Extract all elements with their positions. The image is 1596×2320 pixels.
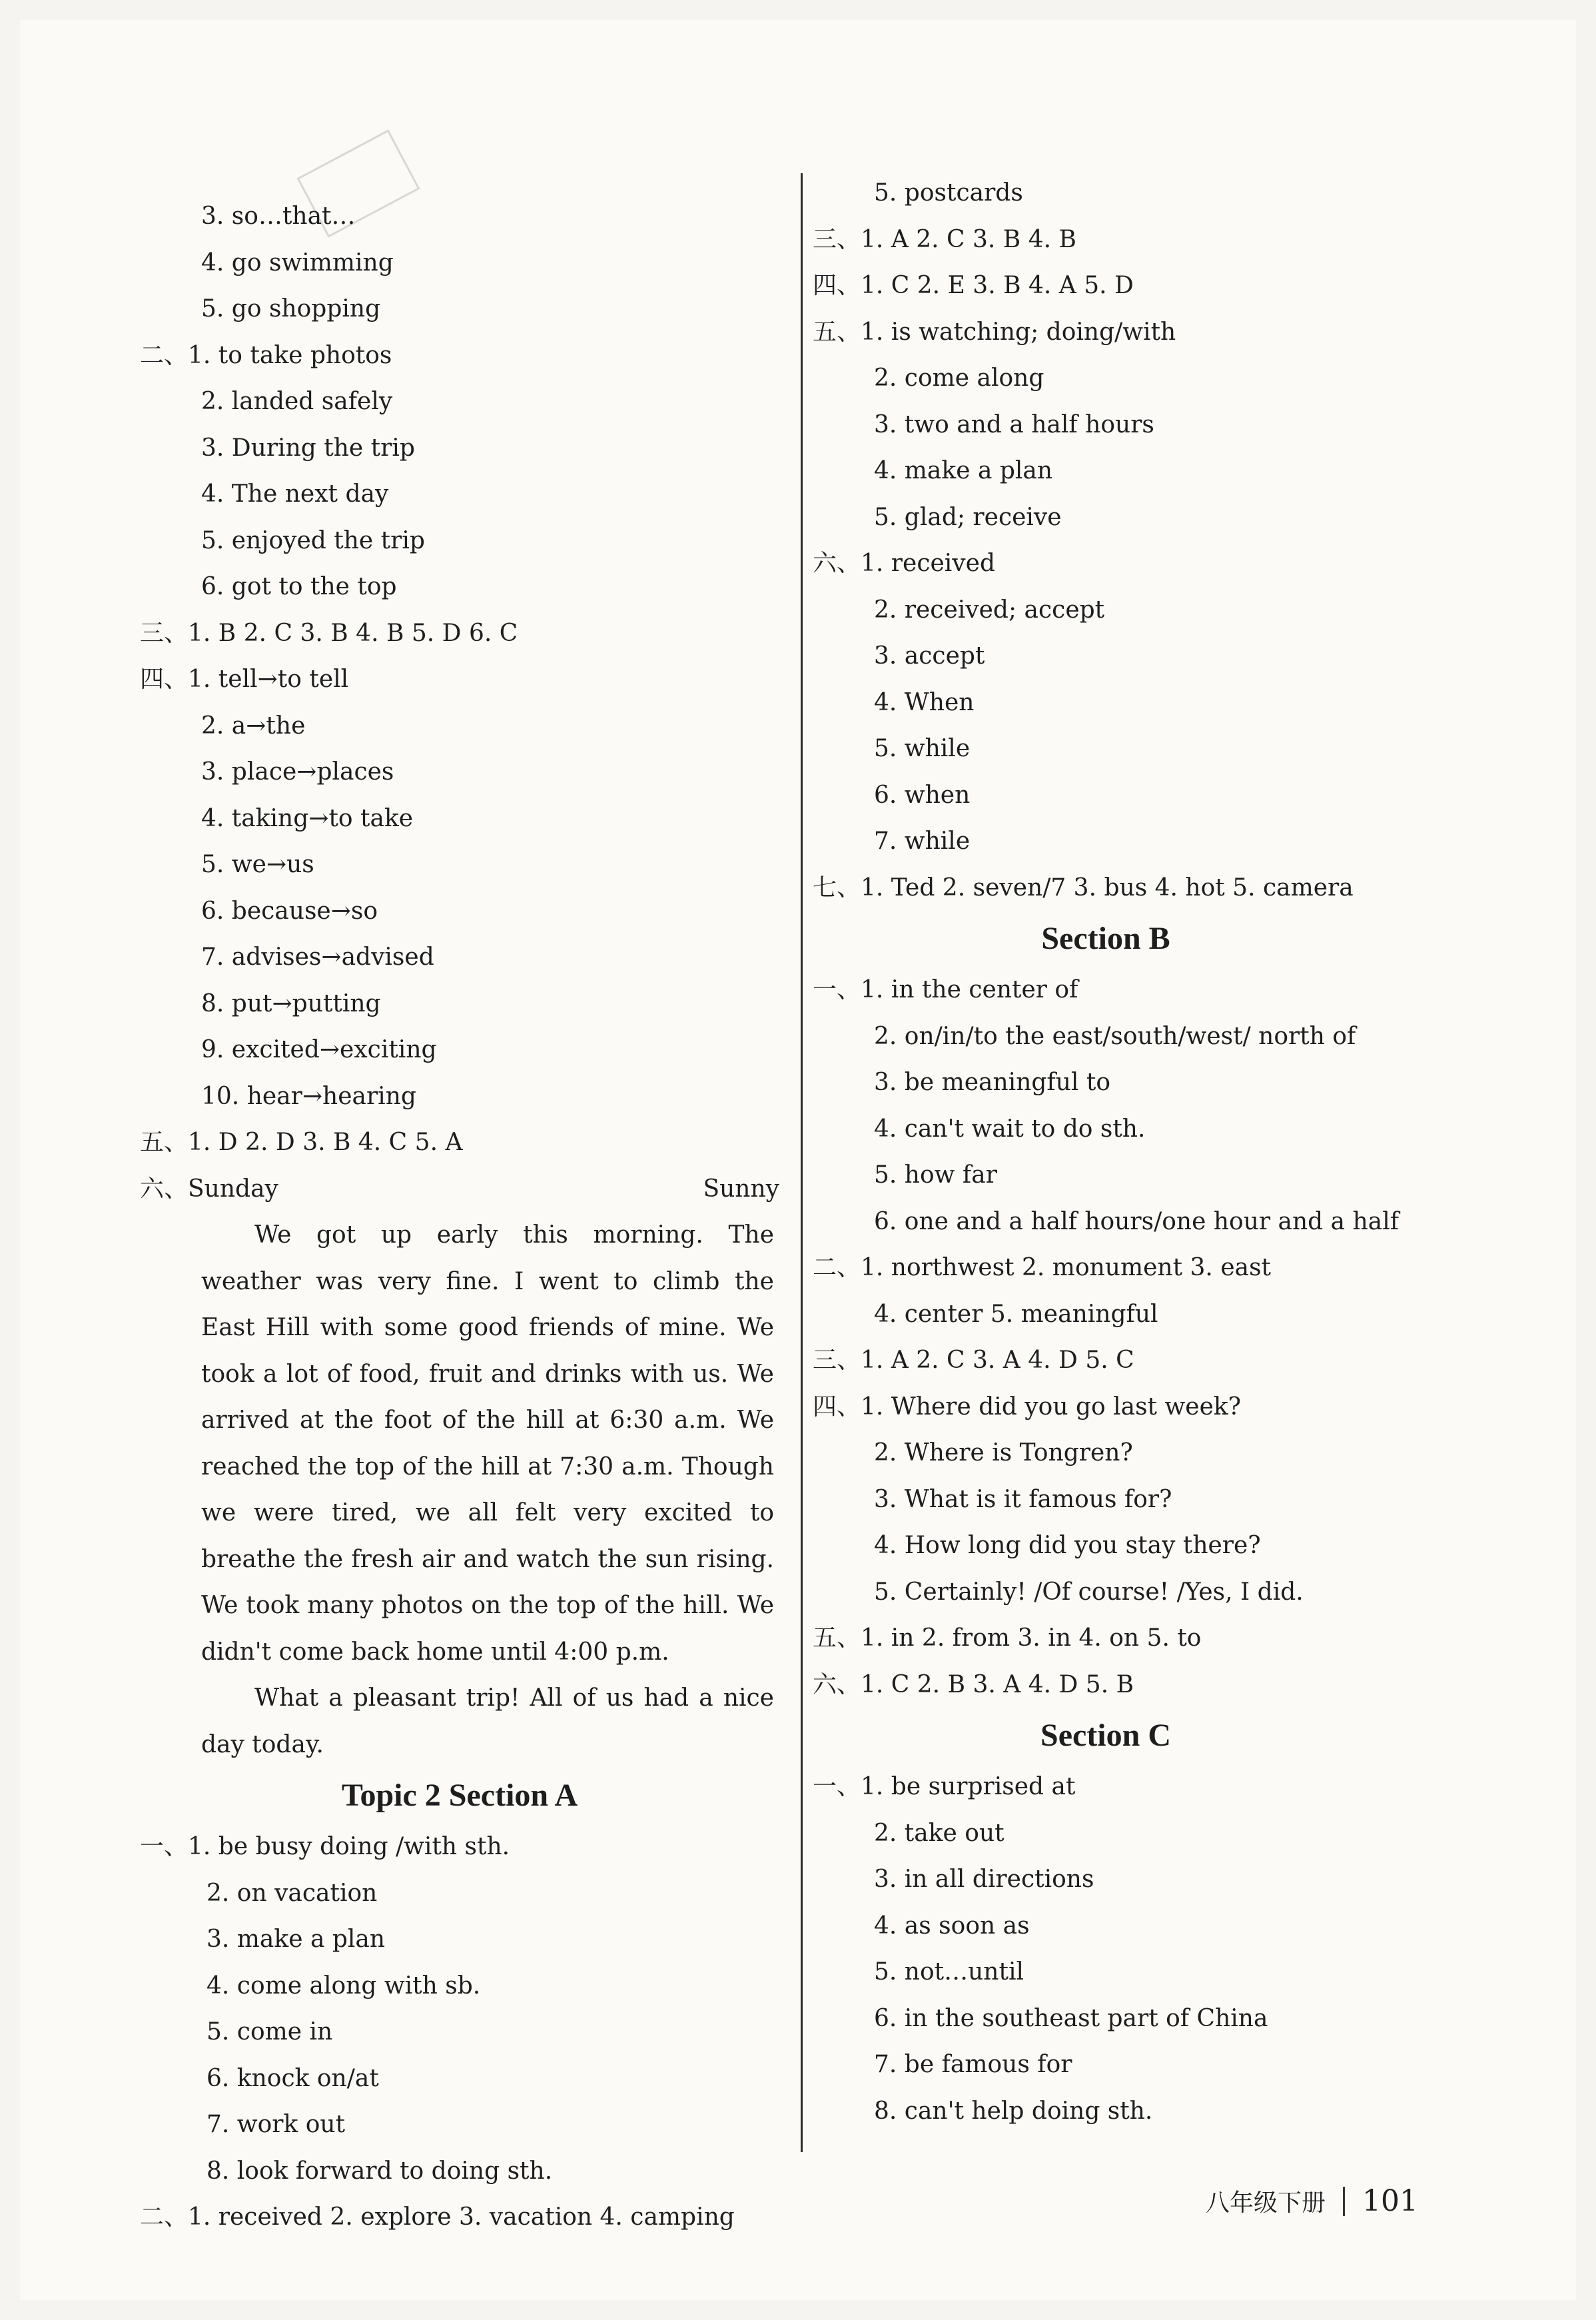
answer-line: 9. excited→exciting: [201, 1036, 437, 1063]
section-b-heading: Section B: [1041, 921, 1170, 956]
section-yi: 一、1. be busy doing /with sth.: [140, 1833, 510, 1860]
answer-page: [20, 20, 1576, 2300]
answer-line: 4. can't wait to do sth.: [874, 1115, 1146, 1143]
answer-line: 5. go shopping: [201, 295, 381, 322]
answer-line: 5. Certainly! /Of course! /Yes, I did.: [874, 1578, 1304, 1606]
answer-line: 3. What is it famous for?: [874, 1485, 1172, 1513]
topic-heading: Topic 2 Section A: [341, 1778, 578, 1813]
answer-line: 7. work out: [206, 2111, 346, 2138]
section-c-yi: 一、1. be surprised at: [813, 1773, 1076, 1800]
answer-line: 3. make a plan: [206, 1926, 386, 1953]
answer-line: 4. make a plan: [874, 457, 1053, 484]
section-b-wu: 五、1. in 2. from 3. in 4. on 5. to: [813, 1624, 1202, 1652]
answer-line: 3. so…that…: [201, 203, 356, 230]
answer-line: 4. The next day: [201, 480, 389, 508]
section-er: 二、1. to take photos: [140, 341, 392, 369]
answer-line: 4. come along with sb.: [206, 1972, 481, 2000]
essay-header: [140, 1166, 779, 1213]
answer-line: 5. enjoyed the trip: [201, 526, 425, 554]
essay: [140, 1212, 774, 1768]
answer-line: 6. knock on/at: [206, 2064, 379, 2092]
answer-line: 4. go swimming: [201, 249, 394, 277]
section-wu: 五、1. D 2. D 3. B 4. C 5. A: [140, 1129, 463, 1156]
answer-line: 5. postcards: [874, 179, 1023, 207]
answer-line: 4. How long did you stay there?: [874, 1532, 1261, 1559]
essay-day: 六、Sunday: [140, 1175, 278, 1203]
right-column: [813, 170, 1399, 2134]
answer-line: 7. be famous for: [874, 2051, 1072, 2078]
section-b-yi: 一、1. in the center of: [813, 976, 1078, 1003]
section-b-san: 三、1. A 2. C 3. A 4. D 5. C: [813, 1347, 1134, 1374]
answer-line: 6. because→so: [201, 897, 378, 925]
footer-separator: [1343, 2187, 1345, 2216]
section-er-2: 二、1. received 2. explore 3. vacation 4. camping: [140, 2203, 735, 2231]
section-b-liu: 六、1. C 2. B 3. A 4. D 5. B: [813, 1670, 1134, 1698]
section-wu: 五、1. is watching; doing/with: [813, 318, 1176, 346]
section-b-er: 二、1. northwest 2. monument 3. east: [813, 1254, 1272, 1281]
answer-line: 3. be meaningful to: [874, 1069, 1111, 1096]
answer-line: 4. When: [874, 688, 975, 716]
section-liu: 六、1. received: [813, 550, 995, 577]
answer-line: 7. advises→advised: [201, 943, 434, 971]
answer-line: 5. we→us: [201, 851, 314, 878]
answer-line: 6. when: [874, 781, 971, 809]
left-column: [140, 193, 779, 2241]
answer-line: 3. accept: [874, 642, 985, 670]
grade-label: 八年级下册: [1206, 2189, 1326, 2217]
column-divider: [801, 173, 803, 2152]
answer-line: 6. got to the top: [201, 573, 397, 600]
answer-line: 8. look forward to doing sth.: [206, 2157, 553, 2185]
section-si: 四、1. tell→to tell: [140, 666, 349, 693]
answer-line: 2. come along: [874, 364, 1044, 392]
answer-line: 5. glad; receive: [874, 503, 1062, 531]
answer-line: 4. as soon as: [874, 1912, 1030, 1940]
answer-line: 7. while: [874, 828, 971, 855]
answer-line: 2. on vacation: [206, 1879, 378, 1907]
essay-weather: Sunny: [703, 1175, 779, 1203]
section-b-si: 四、1. Where did you go last week?: [813, 1393, 1242, 1421]
page-footer: [1206, 2184, 1418, 2218]
answer-line: 5. not…until: [874, 1958, 1024, 1986]
answer-line: 3. in all directions: [874, 1866, 1094, 1893]
answer-line: 8. can't help doing sth.: [874, 2097, 1153, 2125]
answer-line: 3. two and a half hours: [874, 410, 1154, 438]
section-qi: 七、1. Ted 2. seven/7 3. bus 4. hot 5. camera: [813, 873, 1354, 901]
answer-line: 5. while: [874, 735, 971, 762]
answer-line: 2. take out: [874, 1819, 1004, 1847]
answer-line: 6. in the southeast part of China: [874, 2004, 1268, 2032]
section-c-heading: Section C: [1040, 1718, 1171, 1753]
answer-line: 5. come in: [206, 2018, 333, 2045]
answer-line: 4. center 5. meaningful: [874, 1300, 1158, 1328]
answer-line: 3. During the trip: [201, 434, 415, 462]
answer-line: 2. landed safely: [201, 388, 393, 415]
essay-paragraph: What a pleasant trip! All of us had a nice day today.: [201, 1684, 774, 1758]
page-number: 101: [1362, 2184, 1418, 2218]
section-si: 四、1. C 2. E 3. B 4. A 5. D: [813, 272, 1134, 299]
answer-line: 2. a→the: [201, 712, 306, 740]
answer-line: 4. taking→to take: [201, 804, 414, 832]
answer-line: 2. on/in/to the east/south/west/ north of: [874, 1022, 1356, 1050]
answer-line: 10. hear→hearing: [201, 1082, 416, 1110]
answer-line: 6. one and a half hours/one hour and a half: [874, 1207, 1399, 1235]
answer-line: 3. place→places: [201, 758, 394, 786]
essay-paragraph: We got up early this morning. The weather was very fine. I went to climb the East Hill with some good friends of mine. We took a lot of food, fruit and drinks with us. We arrived at the foot of the hill at 6:30 a.m. We reached the top of the hill at 7:30 a.m. Though we were tired, we all felt very excited to breathe the fresh air and watch the sun rising. We took many photos on the top of the hill. We didn't come back home until 4:00 p.m.: [201, 1221, 774, 1666]
answer-line: 2. Where is Tongren?: [874, 1439, 1133, 1466]
answer-line: 8. put→putting: [201, 989, 381, 1017]
answer-line: 5. how far: [874, 1161, 997, 1189]
section-san: 三、1. B 2. C 3. B 4. B 5. D 6. C: [140, 619, 518, 647]
section-san: 三、1. A 2. C 3. B 4. B: [813, 225, 1076, 253]
answer-line: 2. received; accept: [874, 596, 1105, 624]
